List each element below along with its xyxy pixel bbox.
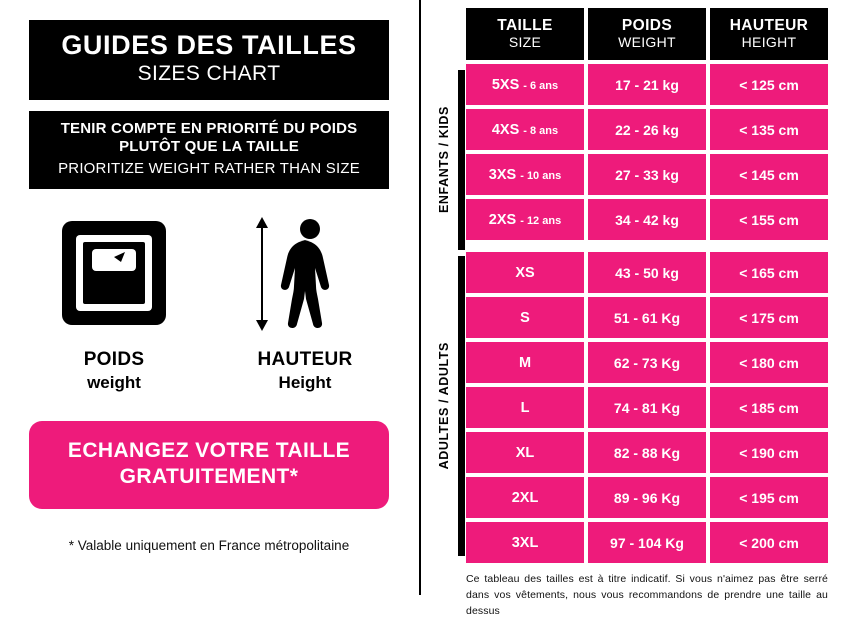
header-cell-weight bbox=[588, 8, 706, 60]
page-title: GUIDES DES TAILLES bbox=[61, 30, 357, 60]
cell-weight: 97 - 104 Kg bbox=[588, 522, 706, 563]
table-row bbox=[466, 64, 828, 105]
icons-row bbox=[29, 213, 389, 393]
table-header-row bbox=[466, 8, 828, 60]
cell-size bbox=[466, 64, 584, 105]
weight-icon-group bbox=[54, 213, 174, 393]
cell-weight: 74 - 81 Kg bbox=[588, 387, 706, 428]
table-row bbox=[466, 297, 828, 338]
header-cell-size bbox=[466, 8, 584, 60]
cell-weight: 51 - 61 Kg bbox=[588, 297, 706, 338]
size-code: XS bbox=[515, 264, 535, 281]
size-code: XL bbox=[515, 444, 535, 461]
table-grid bbox=[466, 8, 828, 563]
right-panel bbox=[425, 0, 842, 617]
cell-size bbox=[466, 199, 584, 240]
cell-size bbox=[466, 297, 584, 338]
table-row bbox=[466, 252, 828, 293]
table-row bbox=[466, 342, 828, 383]
cell-size bbox=[466, 477, 584, 518]
cell-size bbox=[466, 109, 584, 150]
group-labels bbox=[431, 8, 457, 563]
size-age: - 8 ans bbox=[523, 124, 559, 137]
table-row bbox=[466, 199, 828, 240]
cell-weight: 82 - 88 Kg bbox=[588, 432, 706, 473]
group-bars bbox=[457, 8, 466, 563]
header-size-en: SIZE bbox=[508, 34, 542, 51]
weight-label-fr: POIDS bbox=[83, 348, 145, 370]
cell-height: < 165 cm bbox=[710, 252, 828, 293]
header-size-fr: TAILLE bbox=[497, 16, 553, 34]
cell-height: < 155 cm bbox=[710, 199, 828, 240]
cell-height: < 180 cm bbox=[710, 342, 828, 383]
page-subtitle: SIZES CHART bbox=[137, 62, 281, 86]
size-age: - 12 ans bbox=[520, 214, 562, 227]
header-height-fr: HAUTEUR bbox=[729, 16, 809, 34]
group-label-kids-text: ENFANTS / KIDS bbox=[437, 106, 451, 214]
cell-size bbox=[466, 342, 584, 383]
scale-icon bbox=[54, 213, 174, 331]
size-code: 4XS bbox=[491, 121, 520, 138]
height-label-fr: HAUTEUR bbox=[257, 348, 353, 370]
cell-weight: 17 - 21 kg bbox=[588, 64, 706, 105]
table-row bbox=[466, 387, 828, 428]
group-label-kids bbox=[431, 70, 457, 250]
table-row bbox=[466, 432, 828, 473]
cell-height: < 200 cm bbox=[710, 522, 828, 563]
free-exchange-button[interactable]: ECHANGEZ VOTRE TAILLE GRATUITEMENT* bbox=[29, 421, 389, 510]
footnote: * Valable uniquement en France métropolitaine bbox=[68, 538, 350, 554]
table-row bbox=[466, 109, 828, 150]
priority-note-block bbox=[29, 111, 389, 189]
title-block bbox=[29, 20, 389, 100]
body-height-icon bbox=[246, 213, 364, 331]
group-label-adults-text: ADULTES / ADULTS bbox=[437, 342, 451, 470]
table-row bbox=[466, 477, 828, 518]
size-code: L bbox=[520, 399, 530, 416]
cell-weight: 43 - 50 kg bbox=[588, 252, 706, 293]
cell-height: < 195 cm bbox=[710, 477, 828, 518]
header-weight-en: WEIGHT bbox=[618, 34, 676, 51]
cell-size bbox=[466, 432, 584, 473]
cell-size bbox=[466, 387, 584, 428]
cell-height: < 175 cm bbox=[710, 297, 828, 338]
group-bar-kids bbox=[458, 70, 465, 250]
cell-height: < 190 cm bbox=[710, 432, 828, 473]
height-label-en: Height bbox=[278, 372, 332, 392]
size-table bbox=[431, 8, 828, 563]
height-icon-group bbox=[246, 213, 364, 393]
table-row bbox=[466, 522, 828, 563]
priority-note-en: PRIORITIZE WEIGHT RATHER THAN SIZE bbox=[58, 160, 360, 178]
cell-height: < 125 cm bbox=[710, 64, 828, 105]
size-code: 3XL bbox=[511, 534, 539, 551]
cell-size bbox=[466, 252, 584, 293]
cell-height: < 145 cm bbox=[710, 154, 828, 195]
size-code: S bbox=[520, 309, 530, 326]
size-code: M bbox=[518, 354, 532, 371]
cell-weight: 89 - 96 Kg bbox=[588, 477, 706, 518]
table-row bbox=[466, 154, 828, 195]
table-disclaimer: Ce tableau des tailles est à titre indicatif. Si vous n'aimez pas être serré dans vos vêtements, nous vous recommandons de prendre une taille au dessus bbox=[466, 573, 828, 617]
cell-height: < 185 cm bbox=[710, 387, 828, 428]
group-bar-adults bbox=[458, 256, 465, 556]
group-label-adults bbox=[431, 256, 457, 556]
size-code: 2XL bbox=[511, 489, 539, 506]
header-height-en: HEIGHT bbox=[741, 34, 797, 51]
cell-size bbox=[466, 154, 584, 195]
cell-weight: 22 - 26 kg bbox=[588, 109, 706, 150]
cell-weight: 27 - 33 kg bbox=[588, 154, 706, 195]
header-cell-height bbox=[710, 8, 828, 60]
size-code: 5XS bbox=[491, 76, 520, 93]
weight-label-en: weight bbox=[87, 372, 141, 392]
left-panel bbox=[0, 0, 418, 595]
panel-divider bbox=[419, 0, 421, 595]
priority-note-fr: TENIR COMPTE EN PRIORITÉ DU POIDS PLUTÔT QUE LA TAILLE bbox=[60, 119, 358, 155]
group-separator bbox=[466, 244, 828, 248]
cell-weight: 62 - 73 Kg bbox=[588, 342, 706, 383]
size-age: - 6 ans bbox=[523, 79, 559, 92]
cell-size bbox=[466, 522, 584, 563]
cell-height: < 135 cm bbox=[710, 109, 828, 150]
size-age: - 10 ans bbox=[520, 169, 562, 182]
size-code: 3XS bbox=[488, 166, 517, 183]
size-code: 2XS bbox=[488, 211, 517, 228]
header-weight-fr: POIDS bbox=[621, 16, 673, 34]
cell-weight: 34 - 42 kg bbox=[588, 199, 706, 240]
